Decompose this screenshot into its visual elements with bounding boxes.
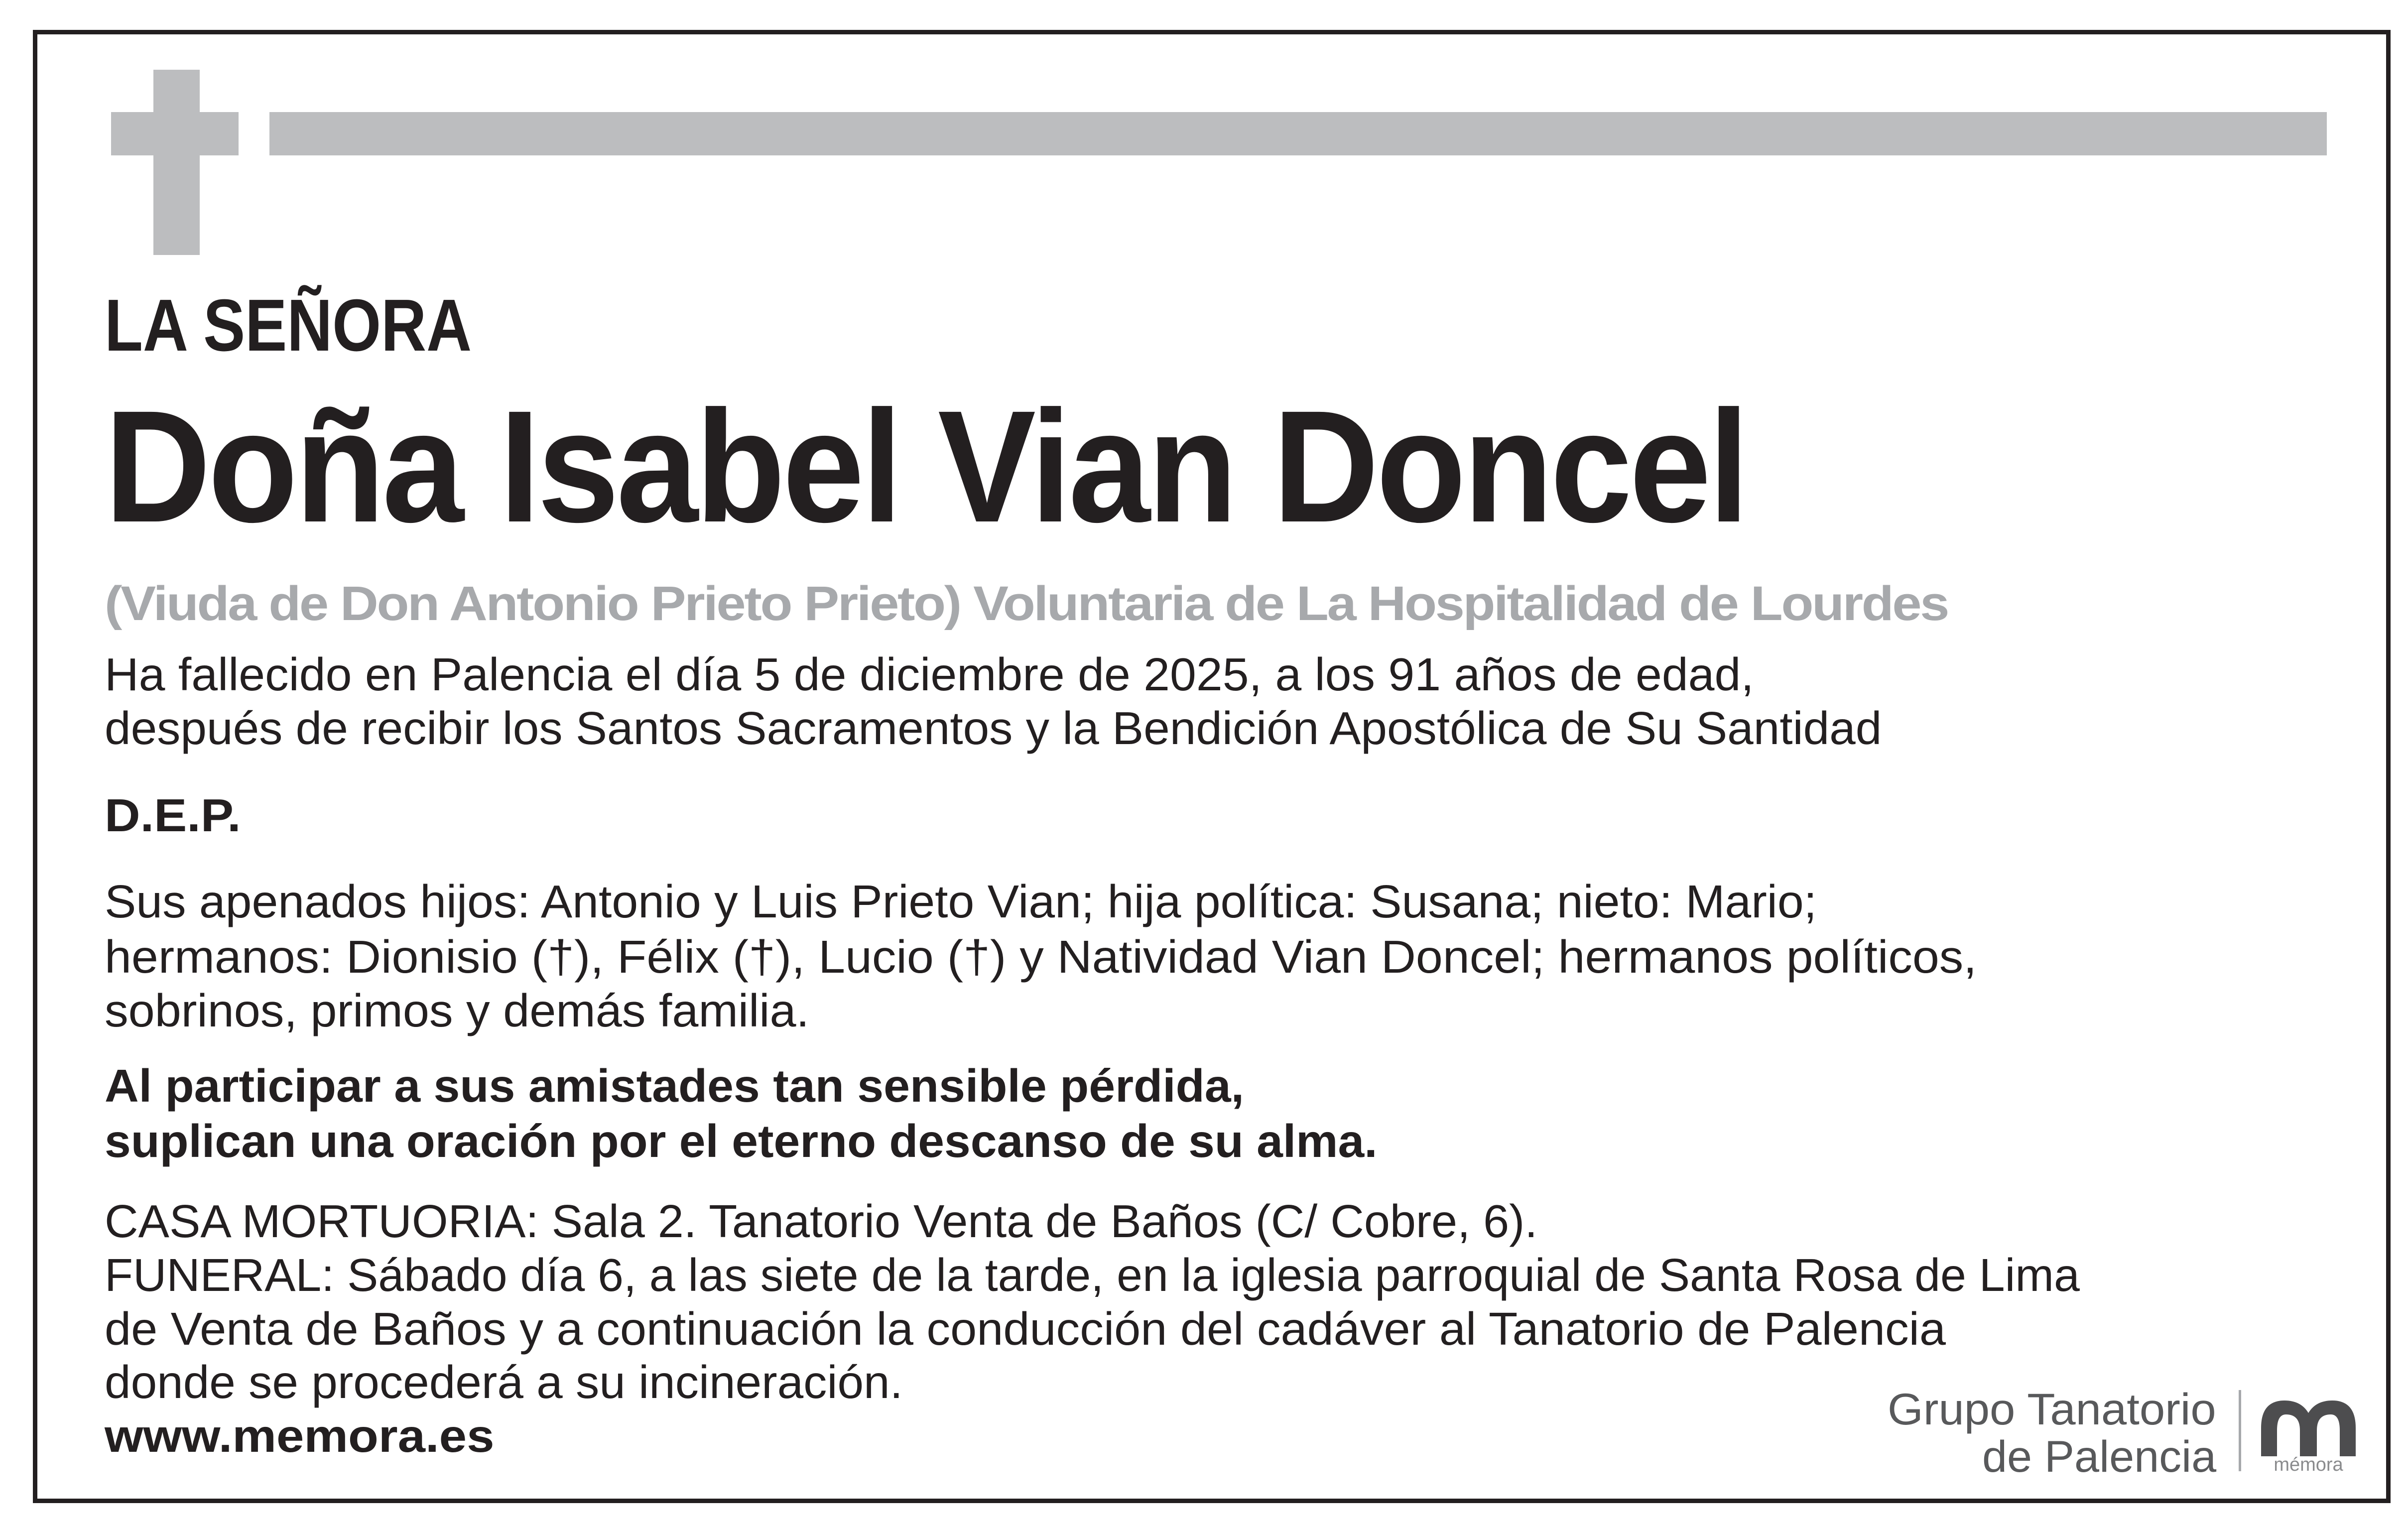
details-line: CASA MORTUORIA: Sala 2. Tanatorio Venta de Baños (C/ Cobre, 6). [105,1195,1538,1247]
details-line: FUNERAL: Sábado día 6, a las siete de la tarde, en la iglesia parroquial de Santa Rosa de Lima [105,1249,2080,1301]
details-line: de Venta de Baños y a continuación la conducción del cadáver al Tanatorio de Palencia [105,1303,1946,1355]
family-line: Sus apenados hijos: Antonio y Luis Prieto Vian; hija política: Susana; nieto: Mario; [105,876,1817,927]
request-line: suplican una oración por el eterno descanso de su alma. [105,1115,1378,1167]
cross-icon [153,70,200,255]
subtitle: (Viuda de Don Antonio Prieto Prieto) Voluntaria de La Hospitalidad de Lourdes [105,576,1948,631]
company-name-line2: de Palencia [1982,1431,2216,1481]
brand-name: mémora [2274,1454,2343,1475]
memora-m-logo-icon [2261,1401,2356,1456]
title-prefix: LA SEÑORA [105,284,472,367]
announcement-line: después de recibir los Santos Sacramentos y la Bendición Apostólica de Su Santidad [105,702,1882,754]
request-line: Al participar a sus amistades tan sensible pérdida, [105,1060,1244,1112]
family-line: hermanos: Dionisio (†), Félix (†), Lucio (†) y Natividad Vian Doncel; hermanos políticos, [105,931,1977,983]
family-line: sobrinos, primos y demás familia. [105,985,809,1036]
details-line: donde se procederá a su incineración. [105,1356,903,1408]
announcement-line: Ha fallecido en Palencia el día 5 de diciembre de 2025, a los 91 años de edad, [105,648,1754,700]
deceased-name: Doña Isabel Vian Doncel [105,377,1747,555]
dep: D.E.P. [105,789,241,841]
cross-arm [111,112,239,155]
company-name-line1: Grupo Tanatorio [1888,1384,2216,1434]
logo-divider [2239,1390,2241,1471]
website-link[interactable]: www.memora.es [105,1410,495,1462]
header-bar [269,112,2327,155]
